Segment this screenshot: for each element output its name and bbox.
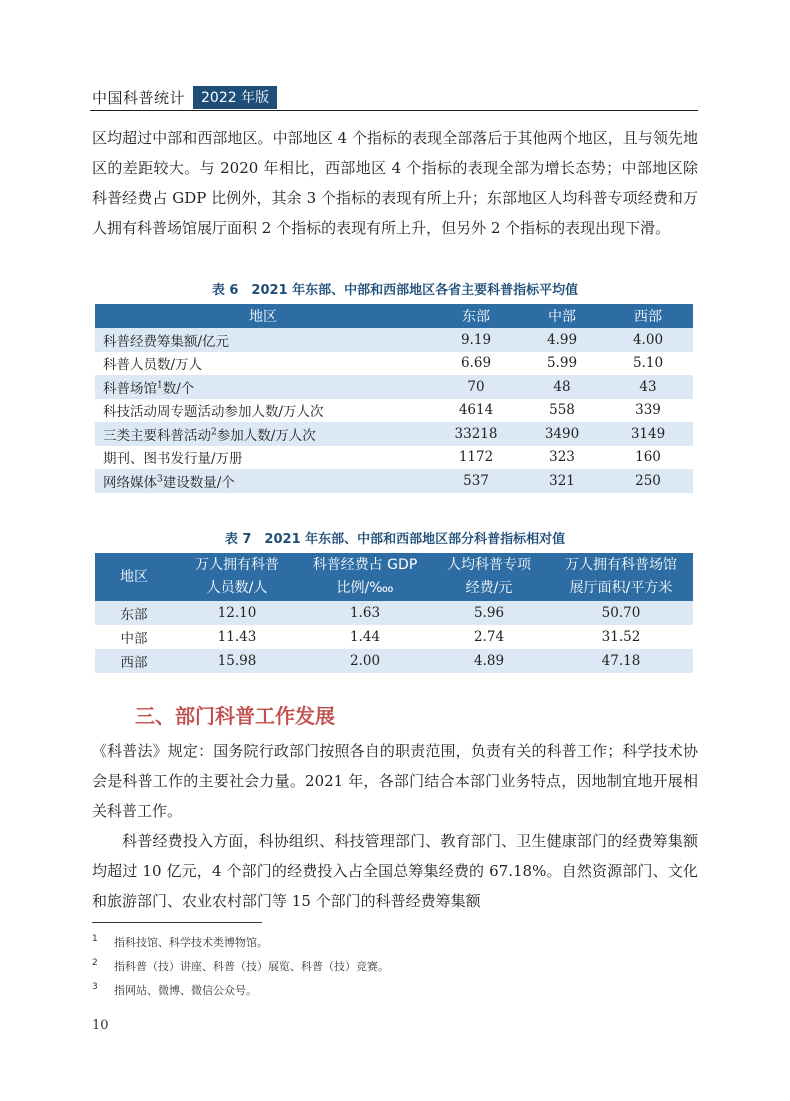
table6-cell: 48 (521, 375, 603, 399)
page-number: 10 (92, 1018, 109, 1033)
table6-cell: 33218 (431, 422, 521, 446)
table7-cell: 15.98 (173, 649, 301, 673)
table6-row (95, 352, 693, 376)
table6-cell: 4614 (458, 402, 494, 419)
table7-row-region: 西部 (95, 649, 173, 673)
table7-cell: 5.96 (429, 601, 549, 625)
table7-cell: 2.74 (473, 629, 505, 645)
table7-row (95, 649, 693, 673)
table7-cell: 47.18 (549, 649, 693, 673)
table7-cell: 11.43 (217, 629, 257, 645)
table6-header-central: 中部 (521, 304, 603, 328)
table7-caption: 表 7 2021 年东部、中部和西部地区部分科普指标相对值 (224, 532, 566, 547)
intro-paragraph: 区均超过中部和西部地区。中部地区 4 个指标的表现全部落后于其他两个地区，且与领先地区的差距较大。与 2020 年相比，西部地区 4 个指标的表现全部为增长态势；中部地区除科普经费占 GDP 比例外，其余 3 个指标的表现有所上升；东部地区人均科普专项经费和万人拥有科普场馆展厅面积 2 个指标的表现有所上升，但另外 2 个指标的表现出现下滑。 (92, 129, 698, 237)
table6-cell: 339 (635, 402, 661, 419)
footnote-rule (92, 922, 262, 923)
table6 (95, 304, 693, 493)
table6-cell: 9.19 (431, 328, 521, 352)
table6-row-label: 期刊、图书发行量/万册 (103, 451, 243, 468)
table7-cell: 12.10 (173, 601, 301, 625)
table6-row (95, 328, 693, 352)
table6-cell: 3490 (521, 422, 603, 446)
table6-cell: 323 (549, 449, 575, 466)
table6-cell: 4.00 (603, 328, 693, 352)
table7-header-staff: 万人拥有科普 人员数/人 (173, 553, 301, 601)
table6-row-label: 科技活动周专题活动参加人数/万人次 (103, 404, 324, 421)
footnote-2: 2 指科普（技）讲座、科普（技）展览、科普（技）竞赛。 (92, 958, 389, 973)
table7-cell: 1.63 (301, 601, 429, 625)
table6-row-label: 三类主要科普活动$^2$参加人数/万人次 (95, 422, 431, 446)
table7-cell: 31.52 (601, 629, 641, 645)
table6-cell: 537 (431, 469, 521, 493)
footnote-1: 1 指科技馆、科学技术类博物馆。 (92, 934, 268, 949)
section-heading: 三、部门科普工作发展 (135, 704, 335, 728)
table7-header-row (95, 553, 693, 601)
table6-row-label: 网络媒体$^3$建设数量/个 (95, 469, 431, 493)
table6-row (95, 422, 693, 446)
table7-cell: 4.89 (429, 649, 549, 673)
table7-row (95, 625, 693, 649)
table6-cell: 70 (431, 375, 521, 399)
edition-badge: 2022 年版 (193, 86, 277, 109)
table7-header-region: 地区 (95, 553, 173, 601)
table6-row (95, 375, 693, 399)
table7-row-region: 东部 (95, 601, 173, 625)
table7-cell: 50.70 (549, 601, 693, 625)
table6-cell: 5.99 (546, 355, 578, 372)
table6-cell: 558 (549, 402, 575, 419)
paragraph-funding: 科普经费投入方面，科协组织、科技管理部门、教育部门、卫生健康部门的经费筹集额均超过 10 亿元，4 个部门的经费投入占全国总筹集经费的 67.18%。自然资源部门、文化和旅游部门、农业农村部门等 15 个部门的科普经费筹集额 (92, 832, 698, 910)
table6-caption: 表 6 2021 年东部、中部和西部地区各省主要科普指标平均值 (211, 283, 579, 298)
table6-cell: 1172 (458, 449, 494, 466)
table6-row-label: 科普人员数/万人 (103, 357, 203, 374)
table6-cell: 321 (521, 469, 603, 493)
table6-row (95, 469, 693, 493)
table7-header-gdp: 科普经费占 GDP 比例/‱ (301, 553, 429, 601)
footnote-3: 3 指网站、微博、微信公众号。 (92, 982, 257, 997)
table7-header-area: 万人拥有科普场馆 展厅面积/平方米 (549, 553, 693, 601)
header-title: 中国科普统计 (92, 88, 186, 107)
table6-row-label: 科普经费筹集额/亿元 (95, 328, 431, 352)
table7-cell: 1.44 (349, 629, 381, 645)
paragraph-law: 《科普法》规定：国务院行政部门按照各自的职责范围，负责有关的科普工作；科学技术协会是科普工作的主要社会力量。2021 年，各部门结合本部门业务特点，因地制宜地开展相关科普工作。 (92, 742, 698, 820)
table7 (95, 553, 693, 673)
running-header (92, 86, 277, 108)
table6-row-label: 科普场馆$^1$数/个 (95, 375, 431, 399)
table6-header-region: 地区 (95, 304, 431, 328)
table6-cell: 3149 (603, 422, 693, 446)
table7-header-funds: 人均科普专项 经费/元 (429, 553, 549, 601)
table6-cell: 6.69 (460, 355, 492, 372)
table6-cell: 4.99 (521, 328, 603, 352)
table6-header-row (95, 304, 693, 328)
table6-cell: 160 (635, 449, 661, 466)
table6-cell: 250 (603, 469, 693, 493)
table6-header-east: 东部 (431, 304, 521, 328)
table6-cell: 5.10 (632, 355, 664, 372)
table7-row-region: 中部 (120, 631, 148, 647)
table7-row (95, 601, 693, 625)
table6-row (95, 446, 693, 470)
header-rule (90, 110, 698, 111)
table6-header-west: 西部 (603, 304, 693, 328)
table6-cell: 43 (603, 375, 693, 399)
table6-row (95, 399, 693, 423)
table7-cell: 2.00 (301, 649, 429, 673)
